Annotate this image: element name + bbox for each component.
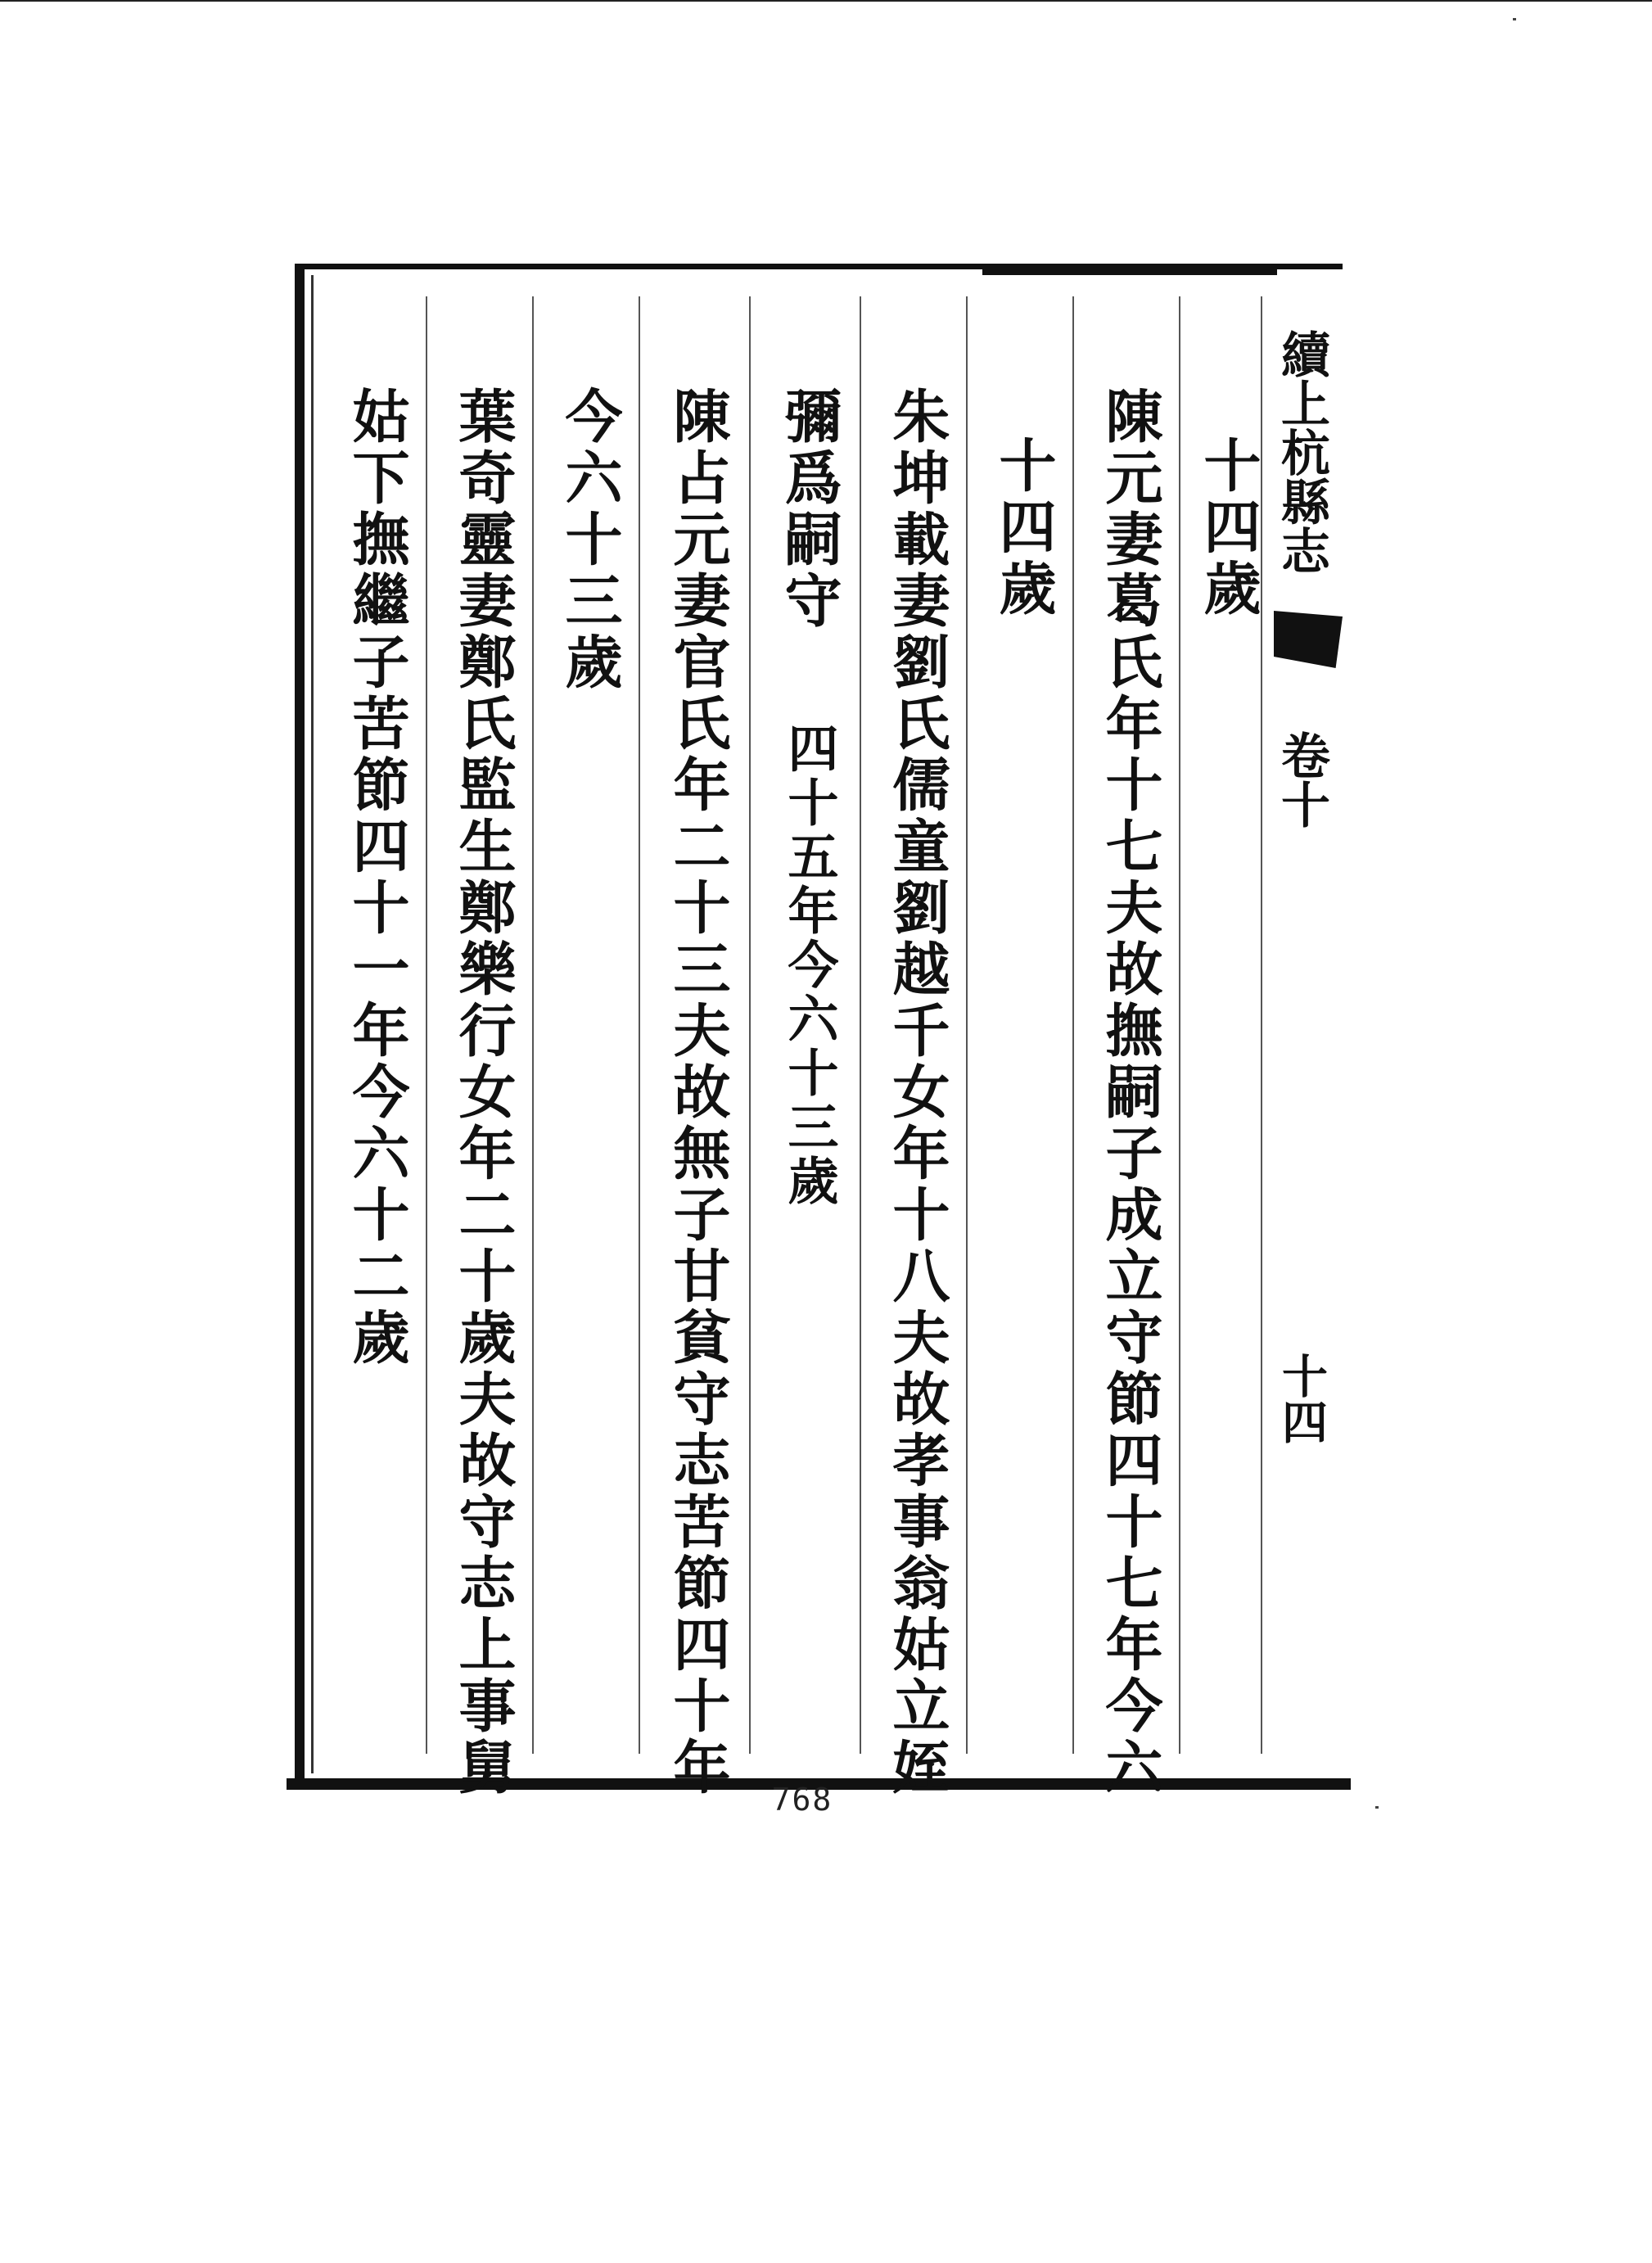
column-rule <box>639 296 640 1754</box>
column-text: 彌爲嗣守 <box>775 386 843 632</box>
book-title: 續上杭縣志 <box>1273 329 1330 575</box>
scan-speck <box>1375 1806 1379 1809</box>
text-column-6 <box>657 264 738 1799</box>
column-rule <box>966 296 968 1754</box>
text-column-8 <box>442 264 524 1799</box>
column-rule <box>426 296 427 1754</box>
leaf-number: 十四 <box>1275 1353 1329 1444</box>
scan-speck <box>1513 18 1516 20</box>
column-text: 姑下撫繼子苦節四十一年今六十二歲 <box>343 386 411 1369</box>
column-rule <box>1179 296 1180 1754</box>
column-text: 今六十三歲 <box>556 386 624 693</box>
text-column-9 <box>336 264 418 1770</box>
frame-left-inner-border <box>311 275 314 1773</box>
text-column-1 <box>1187 264 1269 1770</box>
column-text: 陳占元妻官氏年二十三夫故無子甘貧守志苦節四十年 <box>664 386 732 1799</box>
column-text: 朱坤載妻劉氏儒童劉越千女年十八夫故孝事翁姑立姪 <box>883 386 951 1799</box>
column-text-continued: 四十五年今六十三歲 <box>779 722 839 1208</box>
column-text: 十四歲 <box>990 436 1058 620</box>
frame-left-border <box>295 264 305 1790</box>
scan-top-edge <box>0 0 1652 2</box>
page-number: 768 <box>771 1782 833 1818</box>
column-rule <box>1072 296 1074 1754</box>
column-rule <box>749 296 751 1754</box>
column-text: 陳元妻葛氏年十七夫故撫嗣子成立守節四十七年今六 <box>1096 386 1164 1799</box>
text-column-5 <box>768 264 850 1770</box>
page-frame <box>295 264 1343 1799</box>
title-strip <box>1261 272 1343 1762</box>
volume-label: 卷十 <box>1273 730 1330 829</box>
text-column-2 <box>1089 264 1171 1799</box>
column-rule <box>532 296 534 1754</box>
column-rule <box>860 296 861 1754</box>
column-text: 十四歲 <box>1194 436 1262 620</box>
text-column-4 <box>876 264 958 1799</box>
text-column-3 <box>982 264 1064 1770</box>
column-text: 葉奇靈妻鄭氏監生鄭樂行女年二十歲夫故守志上事舅 <box>449 386 517 1799</box>
text-column-7 <box>548 264 630 1770</box>
